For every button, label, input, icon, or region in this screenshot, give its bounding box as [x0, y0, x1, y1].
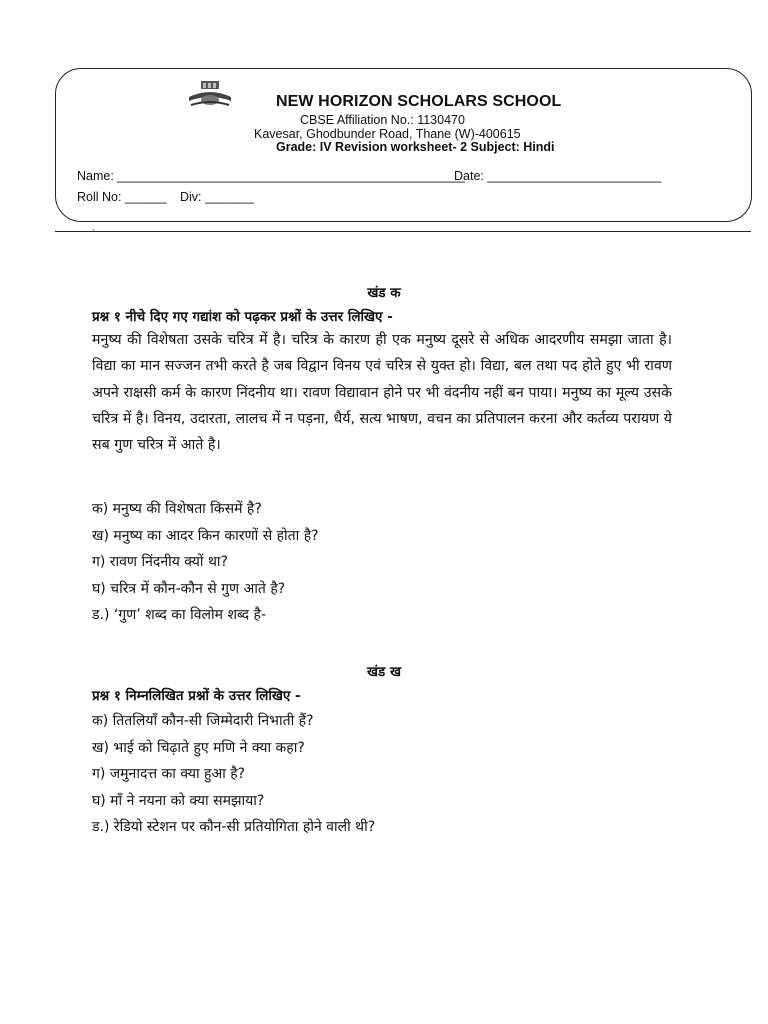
section-a-questions: [92, 496, 319, 629]
grade-subject-line: Grade: IV Revision worksheet- 2 Subject: Hindi: [276, 140, 555, 154]
section-a-title: खंड क: [367, 285, 401, 301]
affiliation-number: CBSE Affiliation No.: 1130470: [300, 113, 465, 127]
question-item: ग) रावण निंदनीय क्यों था?: [92, 554, 228, 571]
question-item: ड.) रेडियो स्टेशन पर कौन-सी प्रतियोगिता होने वाली थी?: [92, 819, 376, 836]
roll-number-field: Roll No: ______: [77, 190, 167, 204]
date-field: Date: _________________________: [454, 169, 662, 183]
question-item: ग) जमुनादत्त का क्या हुआ है?: [92, 766, 246, 783]
question-item: क) तितलियाँ कौन-सी जिम्मेदारी निभाती हैं?: [92, 713, 314, 729]
question-item: ख) मनुष्य का आदर किन कारणों से होता है?: [92, 527, 319, 544]
name-field: Name: __________________________________________________: [77, 169, 465, 183]
section-b-question-heading: प्रश्न १ निम्नलिखित प्रश्नों के उत्तर लिखिए -: [92, 688, 301, 704]
comprehension-passage: मनुष्य की विशेषता उसके चरित्र में है। चरित्र के कारण ही एक मनुष्य दूसरे से अधिक आदरणीय समझा जाता है। विद्या का मान सज्जन तभी करते है जब विद्वान विनय एवं चरित्र से युक्त हो। विद्या, बल तथा पद होते हुए भी रावण अपने राक्षसी कर्म के कारण निंदनीय था। रावण विद्यावान होने पर भी वंदनीय नहीं बन पाया। मनुष्य का मूल्य उसके चरित्र में है। विनय, उदारता, लालच में न पड़ना, धैर्य, सत्य भाषण, वचन का प्रतिपालन करना और कर्तव्य परायण ये सब गुण चरित्र में आते है।: [92, 332, 672, 454]
section-a-question-heading: प्रश्न १ नीचे दिए गए गद्यांश को पढ़कर प्रश्नों के उत्तर लिखिए -: [92, 309, 393, 325]
question-item: ख) भाई को चिढ़ाते हुए मणि ने क्या कहा?: [92, 739, 305, 756]
question-item: घ) चरित्र में कौन-कौन से गुण आते है?: [92, 580, 286, 597]
question-item: घ) माँ ने नयना को क्या समझाया?: [92, 792, 265, 809]
school-name: NEW HORIZON SCHOLARS SCHOOL: [276, 93, 562, 110]
school-address: Kavesar, Ghodbunder Road, Thane (W)-400615: [254, 127, 521, 141]
section-b-questions: [92, 708, 375, 841]
question-item: ड.) ‘गुण’ शब्द का विलोम शब्द है-: [92, 607, 267, 624]
division-field: Div: _______: [180, 190, 254, 204]
header-divider: [55, 231, 751, 232]
question-item: क) मनुष्य की विशेषता किसमें है?: [92, 501, 262, 517]
section-b-title: खंड ख: [366, 664, 401, 680]
school-logo-icon: [187, 79, 233, 109]
stray-mark: ,: [92, 223, 95, 232]
